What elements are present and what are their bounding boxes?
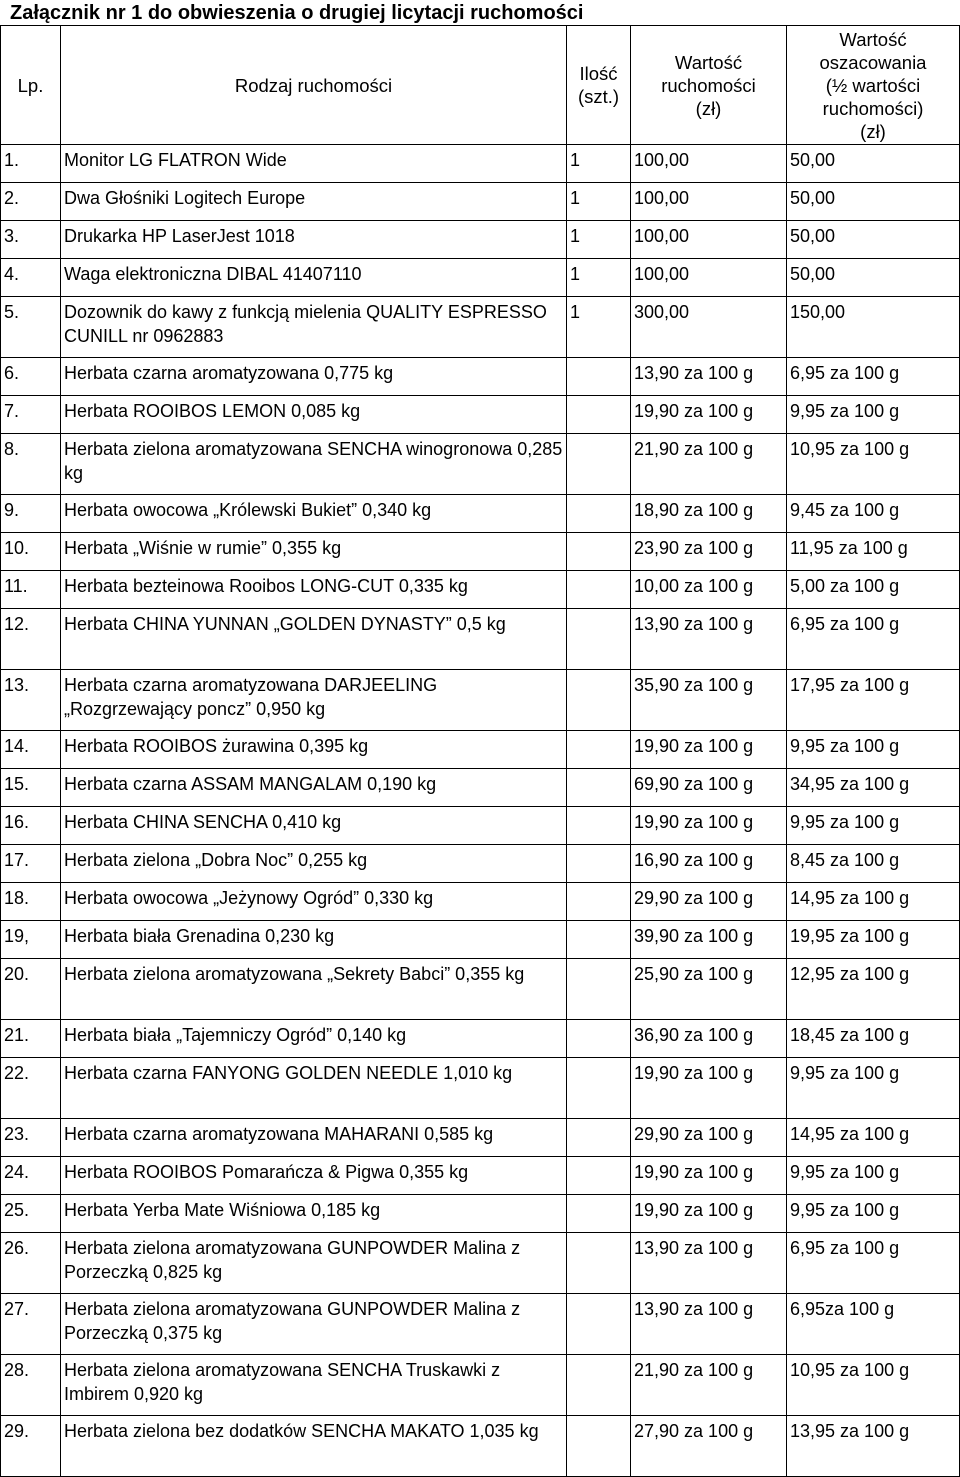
cell-value: 100,00 <box>631 221 787 259</box>
cell-item-name: Herbata biała „Tajemniczy Ogród” 0,140 kg <box>61 1020 567 1058</box>
cell-quantity <box>567 1195 631 1233</box>
header-oszacowanie-line: Wartość <box>839 28 907 50</box>
cell-value: 69,90 za 100 g <box>631 769 787 807</box>
cell-quantity <box>567 883 631 921</box>
cell-estimate: 9,95 za 100 g <box>787 1195 960 1233</box>
cell-value: 39,90 za 100 g <box>631 921 787 959</box>
cell-lp: 11. <box>1 571 61 609</box>
cell-lp: 14. <box>1 731 61 769</box>
cell-quantity: 1 <box>567 183 631 221</box>
header-wartosc-line: (zł) <box>695 97 722 119</box>
cell-value: 10,00 za 100 g <box>631 571 787 609</box>
cell-quantity <box>567 1020 631 1058</box>
cell-item-name: Herbata CHINA SENCHA 0,410 kg <box>61 807 567 845</box>
cell-quantity <box>567 533 631 571</box>
cell-lp: 29. <box>1 1416 61 1477</box>
cell-item-name: Herbata czarna aromatyzowana DARJEELING „Rozgrzewający poncz” 0,950 kg <box>61 670 567 731</box>
cell-value: 19,90 za 100 g <box>631 1195 787 1233</box>
cell-item-name: Herbata zielona bez dodatków SENCHA MAKATO 1,035 kg <box>61 1416 567 1477</box>
cell-lp: 10. <box>1 533 61 571</box>
cell-lp: 3. <box>1 221 61 259</box>
table-row <box>1 1195 960 1233</box>
header-ilosc-line: Ilość <box>579 63 618 84</box>
cell-estimate: 9,45 za 100 g <box>787 495 960 533</box>
cell-value: 100,00 <box>631 183 787 221</box>
cell-estimate: 10,95 za 100 g <box>787 434 960 495</box>
cell-estimate: 18,45 za 100 g <box>787 1020 960 1058</box>
table-row <box>1 609 960 670</box>
table-row <box>1 1233 960 1294</box>
header-oszacowanie-line: (½ wartości <box>825 74 921 96</box>
cell-quantity <box>567 434 631 495</box>
cell-estimate: 17,95 za 100 g <box>787 670 960 731</box>
cell-estimate: 13,95 za 100 g <box>787 1416 960 1477</box>
table-row <box>1 145 960 183</box>
table-row <box>1 670 960 731</box>
cell-quantity <box>567 769 631 807</box>
cell-item-name: Herbata zielona aromatyzowana SENCHA winogronowa 0,285 kg <box>61 434 567 495</box>
cell-lp: 16. <box>1 807 61 845</box>
cell-item-name: Herbata owocowa „Królewski Bukiet” 0,340 kg <box>61 495 567 533</box>
cell-lp: 26. <box>1 1233 61 1294</box>
table-row <box>1 807 960 845</box>
header-oszacowanie-line: (zł) <box>860 120 886 142</box>
cell-value: 21,90 za 100 g <box>631 1355 787 1416</box>
cell-lp: 28. <box>1 1355 61 1416</box>
table-row <box>1 1294 960 1355</box>
table-row <box>1 183 960 221</box>
cell-quantity <box>567 1119 631 1157</box>
items-table <box>0 25 960 1477</box>
cell-value: 300,00 <box>631 297 787 358</box>
table-row <box>1 921 960 959</box>
cell-value: 13,90 za 100 g <box>631 1233 787 1294</box>
cell-estimate: 50,00 <box>787 145 960 183</box>
cell-value: 100,00 <box>631 145 787 183</box>
table-row <box>1 571 960 609</box>
cell-value: 35,90 za 100 g <box>631 670 787 731</box>
cell-quantity <box>567 1416 631 1477</box>
table-row <box>1 1157 960 1195</box>
table-row <box>1 495 960 533</box>
cell-item-name: Drukarka HP LaserJest 1018 <box>61 221 567 259</box>
cell-lp: 23. <box>1 1119 61 1157</box>
cell-estimate: 10,95 za 100 g <box>787 1355 960 1416</box>
cell-lp: 7. <box>1 396 61 434</box>
cell-item-name: Herbata „Wiśnie w rumie” 0,355 kg <box>61 533 567 571</box>
cell-item-name: Herbata zielona aromatyzowana GUNPOWDER Malina z Porzeczką 0,375 kg <box>61 1294 567 1355</box>
cell-quantity <box>567 1157 631 1195</box>
header-oszacowanie <box>787 26 960 145</box>
cell-lp: 24. <box>1 1157 61 1195</box>
cell-item-name: Herbata owocowa „Jeżynowy Ogród” 0,330 kg <box>61 883 567 921</box>
header-wartosc-line: Wartość <box>674 51 743 73</box>
table-row <box>1 1058 960 1119</box>
cell-value: 100,00 <box>631 259 787 297</box>
cell-value: 21,90 za 100 g <box>631 434 787 495</box>
cell-estimate: 6,95 za 100 g <box>787 358 960 396</box>
header-wartosc <box>631 26 787 145</box>
cell-estimate: 6,95 za 100 g <box>787 1233 960 1294</box>
cell-quantity <box>567 1058 631 1119</box>
cell-estimate: 14,95 za 100 g <box>787 1119 960 1157</box>
table-row <box>1 883 960 921</box>
table-row <box>1 1020 960 1058</box>
cell-item-name: Herbata zielona „Dobra Noc” 0,255 kg <box>61 845 567 883</box>
cell-quantity <box>567 670 631 731</box>
cell-quantity <box>567 396 631 434</box>
table-row <box>1 396 960 434</box>
cell-quantity: 1 <box>567 259 631 297</box>
table-row <box>1 959 960 1020</box>
cell-lp: 2. <box>1 183 61 221</box>
cell-estimate: 9,95 za 100 g <box>787 1157 960 1195</box>
header-oszacowanie-line: ruchomości) <box>822 97 924 119</box>
cell-quantity: 1 <box>567 221 631 259</box>
cell-quantity <box>567 358 631 396</box>
cell-lp: 25. <box>1 1195 61 1233</box>
cell-lp: 9. <box>1 495 61 533</box>
cell-value: 19,90 za 100 g <box>631 1058 787 1119</box>
table-row <box>1 358 960 396</box>
cell-lp: 19, <box>1 921 61 959</box>
table-row <box>1 297 960 358</box>
cell-lp: 13. <box>1 670 61 731</box>
table-row <box>1 1119 960 1157</box>
table-row <box>1 1355 960 1416</box>
cell-estimate: 6,95za 100 g <box>787 1294 960 1355</box>
cell-item-name: Herbata CHINA YUNNAN „GOLDEN DYNASTY” 0,5 kg <box>61 609 567 670</box>
table-row <box>1 845 960 883</box>
cell-estimate: 11,95 za 100 g <box>787 533 960 571</box>
cell-quantity <box>567 731 631 769</box>
cell-estimate: 9,95 za 100 g <box>787 1058 960 1119</box>
cell-value: 29,90 za 100 g <box>631 1119 787 1157</box>
cell-value: 25,90 za 100 g <box>631 959 787 1020</box>
cell-estimate: 6,95 za 100 g <box>787 609 960 670</box>
cell-estimate: 8,45 za 100 g <box>787 845 960 883</box>
table-row <box>1 434 960 495</box>
cell-quantity <box>567 959 631 1020</box>
cell-value: 27,90 za 100 g <box>631 1416 787 1477</box>
table-row <box>1 259 960 297</box>
cell-quantity <box>567 1355 631 1416</box>
cell-estimate: 12,95 za 100 g <box>787 959 960 1020</box>
header-wartosc-line: ruchomości <box>661 74 756 96</box>
cell-item-name: Herbata zielona aromatyzowana SENCHA Truskawki z Imbirem 0,920 kg <box>61 1355 567 1416</box>
cell-estimate: 14,95 za 100 g <box>787 883 960 921</box>
cell-quantity <box>567 1294 631 1355</box>
cell-lp: 18. <box>1 883 61 921</box>
cell-item-name: Monitor LG FLATRON Wide <box>61 145 567 183</box>
cell-item-name: Herbata ROOIBOS żurawina 0,395 kg <box>61 731 567 769</box>
cell-item-name: Herbata bezteinowa Rooibos LONG-CUT 0,335 kg <box>61 571 567 609</box>
cell-item-name: Dwa Głośniki Logitech Europe <box>61 183 567 221</box>
header-oszacowanie-line: oszacowania <box>819 51 927 73</box>
cell-quantity <box>567 609 631 670</box>
cell-value: 13,90 za 100 g <box>631 358 787 396</box>
table-row <box>1 533 960 571</box>
cell-item-name: Herbata ROOIBOS Pomarańcza & Pigwa 0,355 kg <box>61 1157 567 1195</box>
cell-lp: 4. <box>1 259 61 297</box>
cell-lp: 12. <box>1 609 61 670</box>
cell-lp: 15. <box>1 769 61 807</box>
cell-estimate: 9,95 za 100 g <box>787 396 960 434</box>
cell-estimate: 50,00 <box>787 221 960 259</box>
cell-lp: 8. <box>1 434 61 495</box>
cell-value: 19,90 za 100 g <box>631 731 787 769</box>
cell-quantity <box>567 1233 631 1294</box>
cell-value: 13,90 za 100 g <box>631 1294 787 1355</box>
cell-lp: 27. <box>1 1294 61 1355</box>
cell-estimate: 9,95 za 100 g <box>787 731 960 769</box>
cell-value: 19,90 za 100 g <box>631 1157 787 1195</box>
cell-quantity: 1 <box>567 297 631 358</box>
cell-item-name: Herbata zielona aromatyzowana „Sekrety Babci” 0,355 kg <box>61 959 567 1020</box>
cell-value: 36,90 za 100 g <box>631 1020 787 1058</box>
cell-value: 16,90 za 100 g <box>631 845 787 883</box>
cell-item-name: Herbata czarna ASSAM MANGALAM 0,190 kg <box>61 769 567 807</box>
cell-item-name: Dozownik do kawy z funkcją mielenia QUALITY ESPRESSO CUNILL nr 0962883 <box>61 297 567 358</box>
cell-item-name: Herbata biała Grenadina 0,230 kg <box>61 921 567 959</box>
header-rodzaj: Rodzaj ruchomości <box>61 26 567 145</box>
cell-estimate: 5,00 za 100 g <box>787 571 960 609</box>
table-row <box>1 221 960 259</box>
cell-estimate: 50,00 <box>787 183 960 221</box>
cell-lp: 1. <box>1 145 61 183</box>
cell-quantity <box>567 921 631 959</box>
cell-value: 18,90 za 100 g <box>631 495 787 533</box>
cell-lp: 5. <box>1 297 61 358</box>
cell-item-name: Herbata Yerba Mate Wiśniowa 0,185 kg <box>61 1195 567 1233</box>
cell-quantity <box>567 845 631 883</box>
cell-item-name: Herbata ROOIBOS LEMON 0,085 kg <box>61 396 567 434</box>
cell-lp: 21. <box>1 1020 61 1058</box>
table-row <box>1 769 960 807</box>
cell-quantity <box>567 495 631 533</box>
cell-estimate: 50,00 <box>787 259 960 297</box>
cell-value: 23,90 za 100 g <box>631 533 787 571</box>
table-row <box>1 1416 960 1477</box>
cell-estimate: 34,95 za 100 g <box>787 769 960 807</box>
cell-quantity <box>567 571 631 609</box>
cell-lp: 22. <box>1 1058 61 1119</box>
cell-value: 19,90 za 100 g <box>631 807 787 845</box>
cell-estimate: 9,95 za 100 g <box>787 807 960 845</box>
cell-estimate: 150,00 <box>787 297 960 358</box>
cell-lp: 6. <box>1 358 61 396</box>
items-table-body <box>1 26 960 1477</box>
header-ilosc-line: (szt.) <box>577 86 620 107</box>
cell-item-name: Herbata zielona aromatyzowana GUNPOWDER Malina z Porzeczką 0,825 kg <box>61 1233 567 1294</box>
cell-quantity <box>567 807 631 845</box>
cell-lp: 17. <box>1 845 61 883</box>
cell-value: 29,90 za 100 g <box>631 883 787 921</box>
cell-value: 13,90 za 100 g <box>631 609 787 670</box>
cell-estimate: 19,95 za 100 g <box>787 921 960 959</box>
cell-item-name: Herbata czarna aromatyzowana 0,775 kg <box>61 358 567 396</box>
table-row <box>1 731 960 769</box>
cell-item-name: Waga elektroniczna DIBAL 41407110 <box>61 259 567 297</box>
header-ilosc <box>567 26 631 145</box>
header-lp: Lp. <box>1 26 61 145</box>
cell-quantity: 1 <box>567 145 631 183</box>
cell-item-name: Herbata czarna FANYONG GOLDEN NEEDLE 1,010 kg <box>61 1058 567 1119</box>
document-title: Załącznik nr 1 do obwieszenia o drugiej licytacji ruchomości <box>10 2 584 24</box>
cell-lp: 20. <box>1 959 61 1020</box>
table-header-row <box>1 26 960 145</box>
cell-value: 19,90 za 100 g <box>631 396 787 434</box>
cell-item-name: Herbata czarna aromatyzowana MAHARANI 0,585 kg <box>61 1119 567 1157</box>
